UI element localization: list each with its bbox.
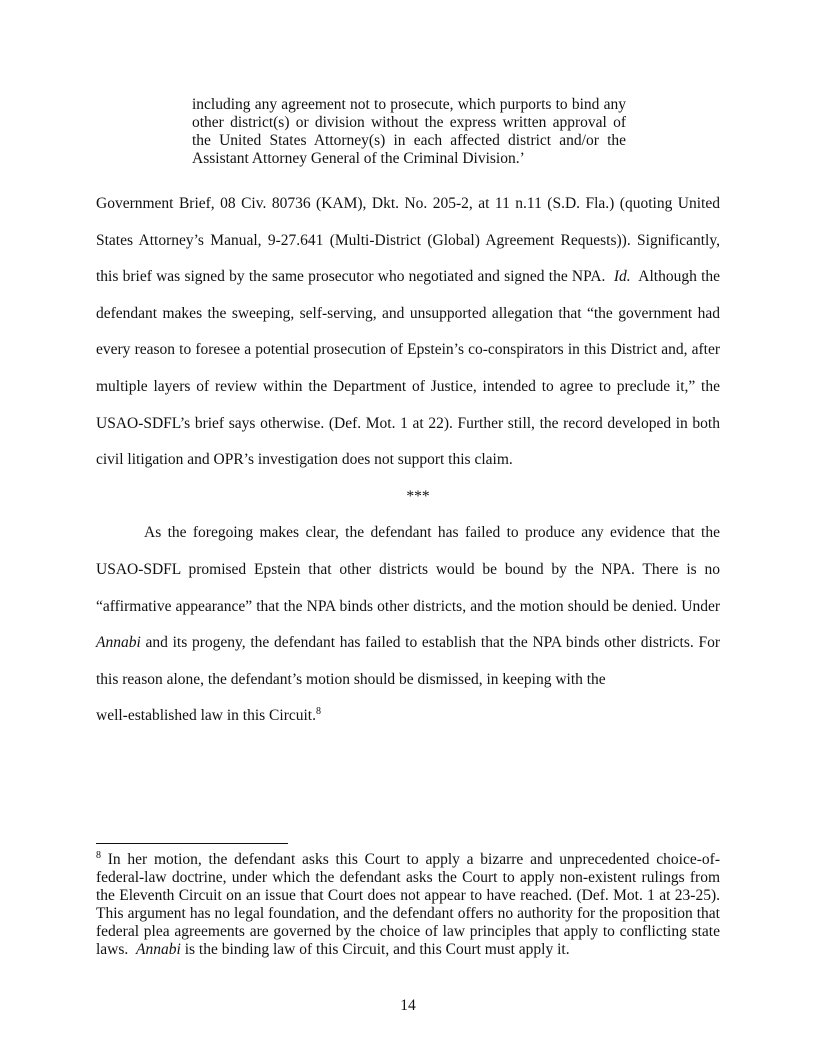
paragraph-government-brief <box>96 186 720 479</box>
block-quote-text: including any agreement not to prosecute, which purports to bind any other district(s) or division without the express written approval of the United States Attorney(s) in each affected district and/or the Assistant Attorney General of the Criminal Division.’ <box>192 96 626 167</box>
block-quote <box>192 96 626 168</box>
paragraph-text: and its progeny, the defendant has failed to establish that the NPA binds other districts. For this reason alone, the defendant’s motion should be dismissed, in keeping with the <box>96 634 720 688</box>
paragraph-text: Government Brief, 08 Civ. 80736 (KAM), Dkt. No. 205-2, at 11 n.11 (S.D. Fla.) (quoting United States Attorney’s Manual, 9-27.641 (Multi-District (Global) Agreement Requests)). Significantly, this brief was signed by the same prosecutor who negotiated and signed the NPA. <box>96 195 720 286</box>
paragraph-conclusion <box>96 515 720 698</box>
case-name: Annabi <box>136 941 181 958</box>
footnote-text: In her motion, the defendant asks this Court to apply a bizarre and unprecedented choice-of-federal-law doctrine, under which the defendant asks the Court to apply non-existent rulings from the Eleventh Circuit on an issue that Court does not appear to have reached. (Def. Mot. 1 at 23-25). This argument has no legal foundation, and the defendant offers no authority for the proposition that federal plea agreements are governed by the choice of law principles that apply to conflicting state laws. <box>96 851 720 958</box>
paragraph-text: As the foregoing makes clear, the defendant has failed to produce any evidence that the USAO-SDFL promised Epstein that other districts would be bound by the NPA. There is no “affirmative appearance” that the NPA binds other districts, and the motion should be denied. Under <box>96 524 720 615</box>
footnote <box>96 851 720 959</box>
case-name: Annabi <box>96 634 141 652</box>
footnote-reference: 8 <box>315 706 321 718</box>
paragraph-text: Although the defendant makes the sweeping, self-serving, and unsupported allegation that “the government had every reason to foresee a potential prosecution of Epstein’s co-conspirators in this District and, after multiple layers of review within the Department of Justice, intended to agree to preclude it,” the USAO-SDFL’s brief says otherwise. (Def. Mot. 1 at 22). Further still, the record developed in both civil litigation and OPR’s investigation does not support this claim. <box>96 268 721 469</box>
page-number: 14 <box>400 997 416 1014</box>
section-break: *** <box>406 487 430 505</box>
footnote-divider <box>96 843 288 844</box>
footnote-number: 8 <box>96 849 101 861</box>
footnote-text: is the binding law of this Circuit, and this Court must apply it. <box>184 941 570 958</box>
paragraph-text: well-established law in this Circuit. <box>96 707 316 725</box>
paragraph-conclusion-last-line <box>96 698 720 735</box>
body-text <box>96 186 720 735</box>
id-citation: Id. <box>613 268 631 286</box>
